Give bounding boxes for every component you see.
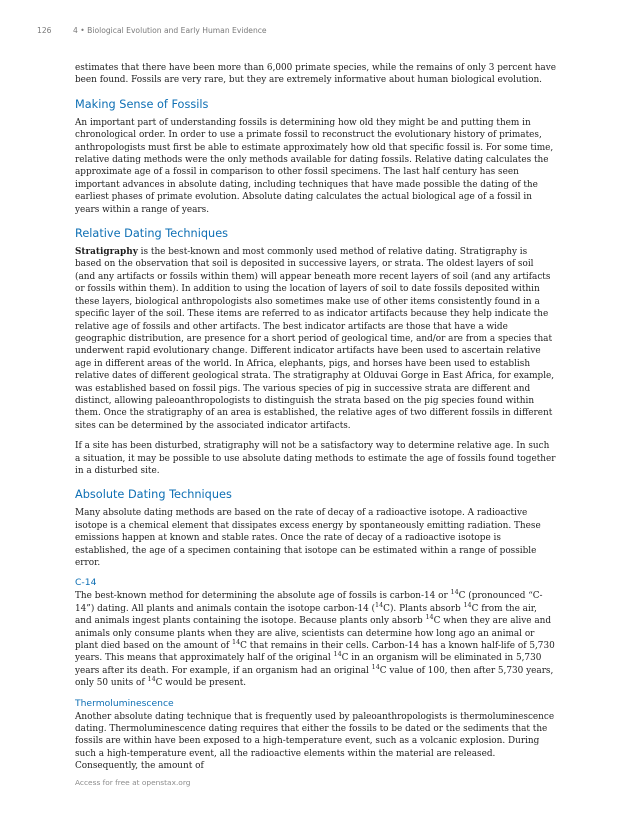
footer-access-link[interactable]: Access for free at openstax.org	[75, 778, 191, 787]
running-header	[37, 26, 590, 35]
superscript: 14	[232, 638, 241, 647]
intro-paragraph: estimates that there have been more than 6,000 primate species, while the remains of only 3 percent have been found. Fossils are very rare, but they are extremely informative about human biological evolution.	[75, 63, 556, 86]
thermoluminescence-paragraph: Another absolute dating technique that is frequently used by paleoanthropologists is thermoluminescence dating. Thermoluminescence dating requires that either the fossils to be dated or the sediments that the fossils are within have been exposed to a high-temperature event, such as a volcanic explosion. During such a high-temperature event, all the radioactive elements within the material are released. Consequently, the amount of	[75, 711, 555, 772]
superscript: 14	[333, 650, 342, 659]
disturbed-site-paragraph: If a site has been disturbed, stratigraphy will not be a satisfactory way to determine relative age. In such a situation, it may be possible to use absolute dating methods to estimate the age of fossils found together in a disturbed site.	[75, 441, 556, 476]
section-heading-absolute-dating: Absolute Dating Techniques	[75, 488, 232, 502]
superscript: 14	[375, 600, 384, 609]
main-content	[75, 62, 556, 781]
stratigraphy-term: Stratigraphy	[75, 247, 138, 258]
section-heading-fossils: Making Sense of Fossils	[75, 97, 209, 111]
subsection-heading-thermoluminescence: Thermoluminescence	[75, 697, 174, 709]
superscript: 14	[147, 675, 156, 684]
absolute-dating-paragraph: Many absolute dating methods are based on the rate of decay of a radioactive isotope. A radioactive isotope is a chemical element that dissipates excess energy by spontaneously emitting radiation. These emissions happen at known and stable rates. Once the rate of decay of a radioactive isotope is established, the age of a specimen containing that isotope can be estimated within a range of possible error.	[75, 508, 541, 568]
chapter-title: 4 • Biological Evolution and Early Human Evidence	[73, 26, 267, 35]
section-heading-relative-dating: Relative Dating Techniques	[75, 227, 229, 241]
c14-paragraph: The best-known method for determining the absolute age of fossils is carbon-14 or $^{14}$C (pronounced “C-14”) dating. All plants and animals contain the isotope carbon-14 ($^{14}$C). Plants absorb $^{14}$C from the air, and animals ingest plants containing the isotope. Because plants only absorb $^{14}$C when they are alive and animals only consume plants when they are alive, scientists can determine how long ago an animal or plant died based on the amount of $^{14}$C that remains in their cells. Carbon-14 has a known half-life of 5,730 years. This means that approximately half of the original $^{14}$C in an organism will be eliminated in 5,730 years after its death. For example, if an organism had an original $^{14}$C value of 100, then after 5,730 years, only 50 units of $^{14}$C would be present.	[75, 588, 555, 689]
subsection-heading-c14: C-14	[75, 577, 97, 589]
superscript: 14	[425, 613, 434, 622]
superscript: 14	[463, 600, 472, 609]
stratigraphy-paragraph	[75, 246, 556, 432]
page-number: 126	[37, 26, 52, 35]
superscript: 14	[371, 662, 380, 671]
superscript: 14	[450, 588, 459, 597]
stratigraphy-text: is the best-known and most commonly used method of relative dating. Stratigraphy is based on the observation that soil is deposited in successive layers, or strata. The oldest layers of soil (and any artifacts or fossils within them) will appear beneath more recent layers of soil (and any artifacts or fossils within them). In addition to using the location of layers of soil to date fossils deposited within these layers, biological anthropologists also sometimes make use of other items consistently found in a specific layer of the soil. These items are referred to as indicator artifacts because they help indicate the relative age of fossils and other artifacts. The best indicator artifacts are those that have a wide geographic distribution, are presence for a short period of geological time, and/or are from a species that underwent rapid evolutionary change. Different indicator artifacts have been used to ascertain relative age in different areas of the world. In Africa, elephants, pigs, and horses have been used to establish relative dates of different geological strata. The stratigraphy at Olduvai Gorge in East Africa, for example, was established based on fossil pigs. The various species of pig in successive strata are different and distinct, allowing paleoanthropologists to distinguish the strata based on the pig species found within them. Once the stratigraphy of an area is established, the relative ages of two different fossils in different sites can be determined by the associated indicator artifacts.	[75, 247, 555, 431]
fossils-paragraph: An important part of understanding fossils is determining how old they might be and putting them in chronological order. In order to use a primate fossil to reconstruct the evolutionary history of primates, anthropologists must first be able to estimate approximately how old that specific fossil is. For some time, relative dating methods were the only methods available for dating fossils. Relative dating calculates the approximate age of a fossil in comparison to other fossil specimens. The last half century has seen important advances in absolute dating, including techniques that have made possible the dating of the earliest phases of primate evolution. Absolute dating calculates the actual biological age of a fossil in years within a range of years.	[75, 117, 554, 215]
